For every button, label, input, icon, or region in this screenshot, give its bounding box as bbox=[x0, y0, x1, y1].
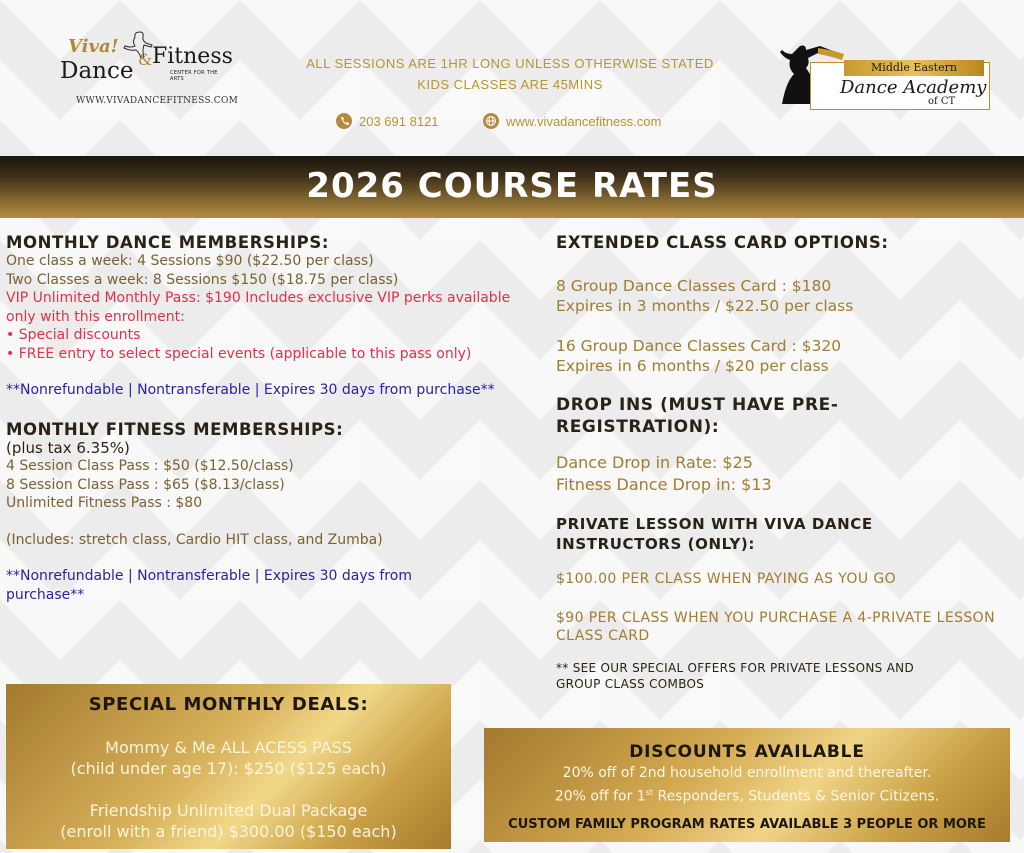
globe-icon bbox=[483, 113, 499, 129]
discounts-box bbox=[484, 728, 1010, 842]
deal-1-line-1: Mommy & Me ALL ACESS PASS bbox=[105, 738, 352, 757]
discount-line-2-start: 20% off for 1 bbox=[554, 788, 646, 805]
logo-amp-text: & bbox=[138, 50, 153, 69]
card-1-expiry: Expires in 3 months / $22.50 per class bbox=[556, 297, 854, 315]
logo-dance-text: Dance bbox=[60, 58, 134, 84]
deal-2-line-1: Friendship Unlimited Dual Package bbox=[89, 801, 368, 820]
dance-line-1: One class a week: 4 Sessions $90 ($22.50 per class) bbox=[6, 253, 374, 269]
family-rates-note: CUSTOM FAMILY PROGRAM RATES AVAILABLE 3 PEOPLE OR MORE bbox=[508, 817, 986, 832]
drop-in-dance: Dance Drop in Rate: $25 bbox=[556, 453, 753, 472]
session-length-notice: ALL SESSIONS ARE 1HR LONG UNLESS OTHERWISE STATED bbox=[306, 56, 714, 71]
discount-line-2-sup: st bbox=[645, 788, 654, 797]
page-title: 2026 COURSE RATES bbox=[306, 166, 718, 206]
drop-in-fitness: Fitness Dance Drop in: $13 bbox=[556, 475, 772, 494]
fitness-policy-note: **Nonrefundable | Nontransferable | Expires 30 days from purchase** bbox=[6, 568, 412, 603]
academy-top-text: Middle Eastern bbox=[844, 60, 984, 76]
logo-website-text: WWW.VIVADANCEFITNESS.COM bbox=[76, 96, 239, 106]
card-2-expiry: Expires in 6 months / $20 per class bbox=[556, 357, 829, 375]
dance-policy-note: **Nonrefundable | Nontransferable | Expires 30 days from purchase** bbox=[6, 382, 495, 398]
vip-pass-line: VIP Unlimited Monthly Pass: $190 Includes exclusive VIP perks available only with this enrollment: bbox=[6, 290, 511, 325]
discount-line-1: 20% off of 2nd household enrollment and thereafter. bbox=[562, 765, 932, 781]
discount-line-2-end: Responders, Students & Senior Citizens. bbox=[653, 788, 940, 805]
private-offers-note: ** SEE OUR SPECIAL OFFERS FOR PRIVATE LESSONS AND GROUP CLASS COMBOS bbox=[556, 660, 914, 691]
fitness-includes: (Includes: stretch class, Cardio HIT class, and Zumba) bbox=[6, 531, 383, 548]
private-pay-as-you-go: $100.00 PER CLASS WHEN PAYING AS YOU GO bbox=[556, 571, 897, 587]
fitness-line-1: 4 Session Class Pass : $50 ($12.50/class) bbox=[6, 458, 294, 474]
logo-viva-text: Viva! bbox=[68, 36, 119, 57]
logo-center-text: CENTER FOR THE ARTS bbox=[170, 70, 218, 82]
academy-sub-text: of CT bbox=[928, 96, 956, 107]
vip-perk-2: • FREE entry to select special events (applicable to this pass only) bbox=[6, 345, 472, 362]
website-url: www.vivadancefitness.com bbox=[506, 113, 662, 129]
special-deals-box bbox=[6, 684, 451, 849]
dance-line-2: Two Classes a week: 8 Sessions $150 ($18.75 per class) bbox=[6, 271, 399, 288]
special-deals-heading: SPECIAL MONTHLY DEALS: bbox=[88, 694, 369, 715]
right-column bbox=[556, 233, 996, 692]
card-1-price: 8 Group Dance Classes Card : $180 bbox=[556, 277, 832, 295]
fitness-line-3: Unlimited Fitness Pass : $80 bbox=[6, 495, 203, 511]
dance-membership-heading: MONTHLY DANCE MEMBERSHIPS: bbox=[6, 233, 330, 252]
title-banner bbox=[0, 156, 1024, 218]
deal-2-line-2: (enroll with a friend) $300.00 ($150 each) bbox=[60, 822, 397, 841]
discount-line-2 bbox=[484, 783, 1010, 807]
logo-fitness-text: Fitness bbox=[152, 44, 233, 69]
class-card-heading: EXTENDED CLASS CARD OPTIONS: bbox=[556, 233, 889, 252]
private-lesson-heading: PRIVATE LESSON WITH VIVA DANCE INSTRUCTORS (ONLY): bbox=[556, 515, 873, 553]
left-column bbox=[6, 233, 526, 604]
discounts-heading: DISCOUNTS AVAILABLE bbox=[629, 742, 865, 762]
vip-perk-1: • Special discounts bbox=[6, 327, 141, 343]
fitness-membership-heading: MONTHLY FITNESS MEMBERSHIPS: bbox=[6, 419, 344, 439]
middle-eastern-dance-academy-logo bbox=[778, 38, 990, 112]
drop-in-heading: DROP INS (MUST HAVE PRE-REGISTRATION): bbox=[556, 395, 839, 437]
card-2-price: 16 Group Dance Classes Card : $320 bbox=[556, 337, 842, 355]
phone-contact[interactable] bbox=[336, 113, 439, 129]
viva-dance-fitness-logo bbox=[58, 30, 239, 110]
private-class-card: $90 PER CLASS WHEN YOU PURCHASE A 4-PRIVATE LESSON CLASS CARD bbox=[556, 609, 995, 644]
fitness-tax-note: (plus tax 6.35%) bbox=[6, 438, 130, 457]
phone-number: 203 691 8121 bbox=[359, 113, 439, 129]
website-contact[interactable] bbox=[483, 113, 661, 129]
kids-class-notice: KIDS CLASSES ARE 45MINS bbox=[417, 77, 603, 92]
fitness-line-2: 8 Session Class Pass : $65 ($8.13/class) bbox=[6, 476, 285, 493]
deal-1-line-2: (child under age 17): $250 ($125 each) bbox=[70, 759, 387, 778]
academy-main-text: Dance Academy bbox=[840, 77, 987, 98]
phone-icon bbox=[336, 113, 352, 129]
